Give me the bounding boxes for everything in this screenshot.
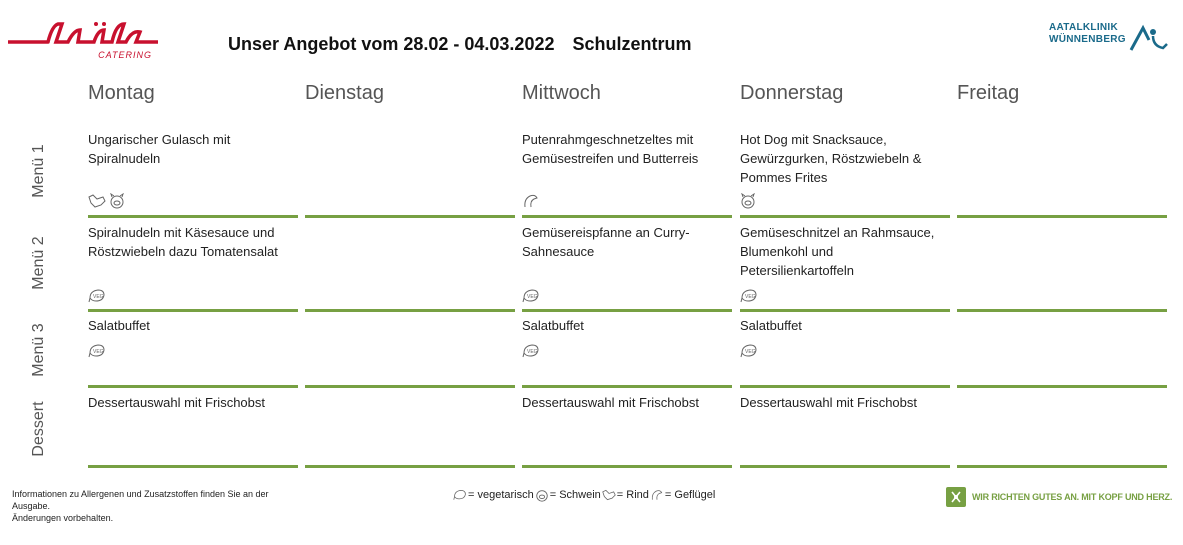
divider-menu1-dienstag	[305, 215, 515, 218]
cutlery-icon	[946, 487, 966, 507]
menu1-mittwoch-icons	[522, 193, 540, 211]
svg-text:VEG: VEG	[93, 349, 104, 355]
pork-icon	[740, 193, 756, 209]
menu3-montag: Salatbuffet	[88, 318, 150, 333]
divider-menu3-freitag	[957, 385, 1167, 388]
menu3-donnerstag: Salatbuffet	[740, 318, 802, 333]
kuehl-logo-mark	[8, 20, 158, 50]
location: Schulzentrum	[572, 34, 692, 54]
divider-dessert-dienstag	[305, 465, 515, 468]
clinic-name-line2: WÜNNENBERG	[1049, 34, 1126, 45]
dessert-donnerstag: Dessertauswahl mit Frischobst	[740, 395, 917, 410]
vegetarian-icon	[522, 288, 540, 304]
clinic-name-line1: AATALKLINIK	[1049, 22, 1119, 33]
kuehl-catering-logo	[8, 20, 158, 64]
menu3-mittwoch: Salatbuffet	[522, 318, 584, 333]
menu2-donnerstag-icons	[740, 288, 758, 306]
menu2-montag: Spiralnudeln mit Käsesauce und Röstzwiebeln dazu Tomatensalat	[88, 225, 278, 259]
row-label-menu3: Menü 3	[30, 323, 47, 377]
divider-menu2-montag	[88, 309, 298, 312]
changes-disclaimer: Änderungen vorbehalten.	[12, 513, 114, 523]
vegetarian-icon	[522, 343, 540, 359]
dessert-montag: Dessertauswahl mit Frischobst	[88, 395, 265, 410]
menu1-donnerstag: Hot Dog mit Snacksauce, Gewürzgurken, Röstzwiebeln & Pommes Frites	[740, 132, 922, 185]
svg-text:VEG: VEG	[527, 349, 538, 355]
day-header-mittwoch: Mittwoch	[522, 82, 601, 104]
divider-menu1-donnerstag	[740, 215, 950, 218]
svg-text:VEG: VEG	[93, 294, 104, 300]
slogan	[946, 487, 1172, 507]
menu2-mittwoch-icons	[522, 288, 540, 306]
row-label-menu1: Menü 1	[30, 144, 47, 198]
day-header-donnerstag: Donnerstag	[740, 82, 844, 104]
menu3-donnerstag-icons	[740, 343, 758, 361]
svg-text:VEG: VEG	[745, 294, 756, 300]
poultry-icon	[522, 193, 540, 209]
vegetarian-icon	[88, 288, 106, 304]
legend-vegetarian: = vegetarisch	[468, 489, 534, 501]
divider-menu2-dienstag	[305, 309, 515, 312]
pork-icon	[535, 488, 549, 502]
menu3-montag-icons	[88, 343, 106, 361]
allergen-info: Informationen zu Allergenen und Zusatzstoffen finden Sie an der Ausgabe.	[12, 489, 269, 511]
vegetarian-icon	[88, 343, 106, 359]
divider-menu1-freitag	[957, 215, 1167, 218]
divider-menu2-mittwoch	[522, 309, 732, 312]
aatalklinik-logo	[1049, 20, 1169, 56]
day-header-freitag: Freitag	[957, 82, 1020, 104]
day-header-montag: Montag	[88, 82, 155, 104]
divider-menu1-montag	[88, 215, 298, 218]
divider-menu3-montag	[88, 385, 298, 388]
beef-icon	[88, 193, 106, 209]
menu1-donnerstag-icons	[740, 193, 756, 211]
svg-text:VEG: VEG	[745, 349, 756, 355]
divider-menu2-freitag	[957, 309, 1167, 312]
menu2-donnerstag: Gemüseschnitzel an Rahmsauce, Blumenkohl und Petersilienkartoffeln	[740, 225, 935, 278]
day-header-dienstag: Dienstag	[305, 82, 384, 104]
offer-period: Unser Angebot vom 28.02 - 04.03.2022	[228, 34, 555, 54]
legend-pork: = Schwein	[549, 489, 601, 501]
svg-text:VEG: VEG	[527, 294, 538, 300]
menu1-mittwoch: Putenrahmgeschnetzeltes mit Gemüsestreifen und Butterreis	[522, 132, 699, 166]
divider-dessert-donnerstag	[740, 465, 950, 468]
divider-menu2-donnerstag	[740, 309, 950, 312]
vegetarian-icon	[740, 288, 758, 304]
menu1-montag: Ungarischer Gulasch mit Spiralnudeln	[88, 132, 231, 166]
clinic-figure-icon	[1129, 24, 1169, 54]
divider-dessert-mittwoch	[522, 465, 732, 468]
menu1-montag-icons	[88, 193, 125, 211]
menu2-montag-icons	[88, 288, 106, 306]
divider-menu3-donnerstag	[740, 385, 950, 388]
vegetarian-icon	[740, 343, 758, 359]
dessert-mittwoch: Dessertauswahl mit Frischobst	[522, 395, 699, 410]
footer-info	[12, 488, 292, 524]
poultry-icon	[650, 488, 664, 502]
page-title	[228, 34, 692, 55]
vegetarian-icon	[453, 488, 467, 502]
brand-subtitle: CATERING	[98, 50, 152, 60]
legend-poultry: = Geflügel	[664, 489, 716, 501]
row-label-dessert: Dessert	[30, 401, 47, 457]
divider-dessert-montag	[88, 465, 298, 468]
divider-menu3-mittwoch	[522, 385, 732, 388]
row-label-menu2: Menü 2	[30, 236, 47, 290]
pork-icon	[109, 193, 125, 209]
slogan-text: WIR RICHTEN GUTES AN. MIT KOPF UND HERZ.	[972, 492, 1173, 502]
legend-beef: = Rind	[616, 489, 649, 501]
beef-icon	[602, 488, 616, 502]
menu3-mittwoch-icons	[522, 343, 540, 361]
menu2-mittwoch: Gemüsereispfanne an Curry-Sahnesauce	[522, 225, 690, 259]
divider-menu1-mittwoch	[522, 215, 732, 218]
divider-menu3-dienstag	[305, 385, 515, 388]
divider-dessert-freitag	[957, 465, 1167, 468]
icon-legend	[452, 488, 715, 502]
